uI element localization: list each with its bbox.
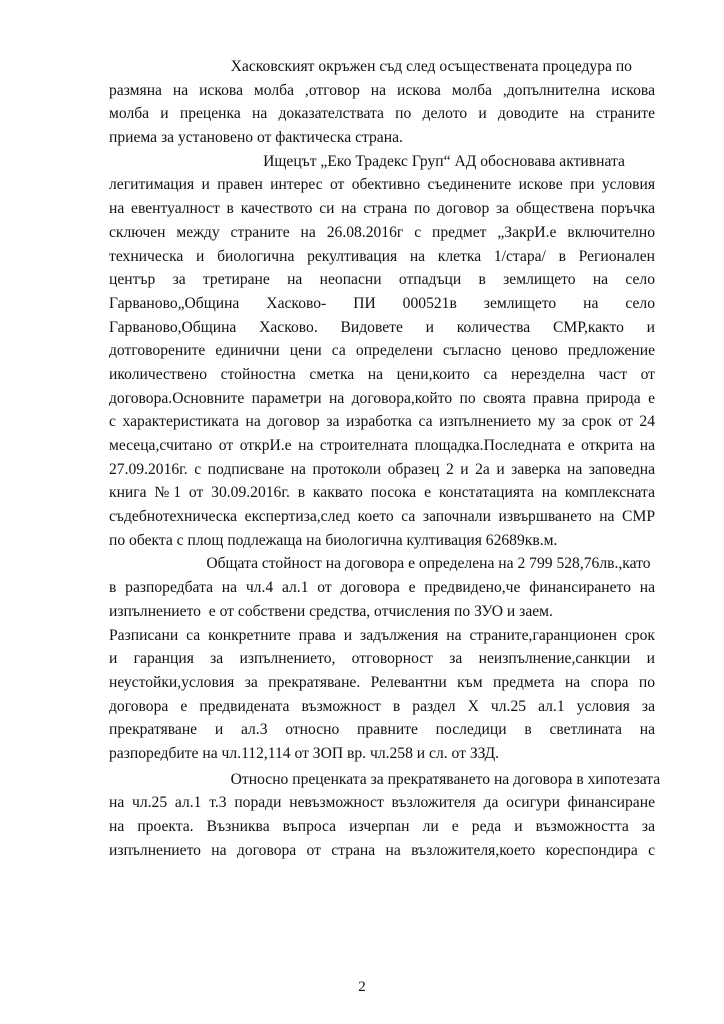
paragraph-2 [109, 150, 655, 553]
text-line: и гаранция за изпълнението, отговорност за неизпълнение,санкции и [109, 650, 655, 668]
text-line: в разпоредбата на чл.4 ал.1 от договора е предвидено,че финансирането на [109, 579, 655, 597]
text-line: Гарваново,Община Хасково. Видовете и количества СМР,както и [109, 318, 655, 336]
text-line: 27.09.2016г. с подписване на протоколи образец 2 и 2а и заверка на заповедна [109, 460, 655, 478]
text-line: с характеристиката на договор за изработка са изпълнението му за срок от 24 [109, 413, 655, 431]
text-line: дотговорените единични цени са определени съгласно ценово предложение [109, 342, 655, 360]
page-number: 2 [358, 979, 366, 995]
text-line: на чл.25 ал.1 т.3 поради невъзможност възложителя да осигури финансиране [109, 794, 655, 812]
text-line: договора е предвидената възможност в раздел Х чл.25 ал.1 условия за [109, 697, 655, 715]
text-line: сключен между страните на 26.08.2016г с предмет „ЗакрИ.е включително [109, 223, 655, 241]
paragraph-3 [109, 552, 655, 623]
text-line: Гарваново„Община Хасково- ПИ 000521в землището на село [109, 294, 655, 312]
text-line: по обекта с площ подлежаща на биологична култивация 62689кв.м. [109, 531, 558, 549]
document-body [109, 55, 661, 862]
text-line: разпоредбите на чл.112,114 от ЗОП вр. чл.258 и сл. от ЗЗД. [109, 744, 500, 762]
text-line: иколичествено стойностна сметка на цени,които са нерезделна част от [109, 365, 655, 383]
text-line: на проекта. Възниква въпроса изчерпан ли е реда и възможността за [109, 818, 655, 835]
text-line: изпълнението на договора от страна на възложителя,което кореспондира с [109, 841, 655, 859]
text-line: изпълнението е от собствени средства, отчисления по ЗУО и заем. [109, 602, 553, 620]
text-line: неустойки,условия за прекратяване. Релевантни към предмета на спора по [109, 673, 655, 691]
text-line: книга №1 от 30.09.2016г. в каквато посока е констатацията на комплексната [109, 484, 655, 502]
text-line: прекратяване и ал.3 относно правните последици в светлината на [109, 721, 655, 739]
paragraph-1 [109, 55, 655, 150]
text-line: договора.Основните параметри на договора,който по своята правна природа е [109, 389, 655, 407]
text-line: техническа и биологична рекултивация на клетка 1/стара/ в Регионален [109, 247, 655, 265]
text-line: Общата стойност на договора е определена на 2 799 528,76лв.,като [206, 555, 651, 573]
text-line: приема за установено от фактическа страна. [109, 129, 403, 147]
text-line: молба и преценка на доказателствата по делото и доводите на страните [109, 105, 655, 123]
text-line: на евентуалност в качеството си на страна по договор за обществена поръчка [109, 200, 655, 218]
text-line: център за третиране на неопасни отпадъци в землището на село [109, 271, 655, 289]
text-line: съдебнотехническа експертиза,след което са започнали извършването на СМР [109, 508, 655, 526]
text-line: Относно преценката за прекратяването на договора в хипотезата [230, 770, 661, 788]
text-line: Хасковският окръжен съд след осъществената процедура по [230, 58, 632, 75]
text-line: Ищецът „Еко Традекс Груп“ АД обосновава активната [263, 152, 625, 170]
text-line: размяна на искова молба ,отговор на искова молба ,допълнителна искова [109, 81, 655, 99]
text-line: Разписани са конкретните права и задължения на страните,гаранционен срок [109, 626, 655, 644]
text-line: легитимация и правен интерес от обективно съединените искове при условия [109, 176, 655, 194]
text-line: месеца,считано от открИ.е на строителната площадка.Последната е открита на [109, 437, 655, 454]
paragraph-4 [109, 624, 655, 766]
paragraph-5 [109, 768, 661, 863]
